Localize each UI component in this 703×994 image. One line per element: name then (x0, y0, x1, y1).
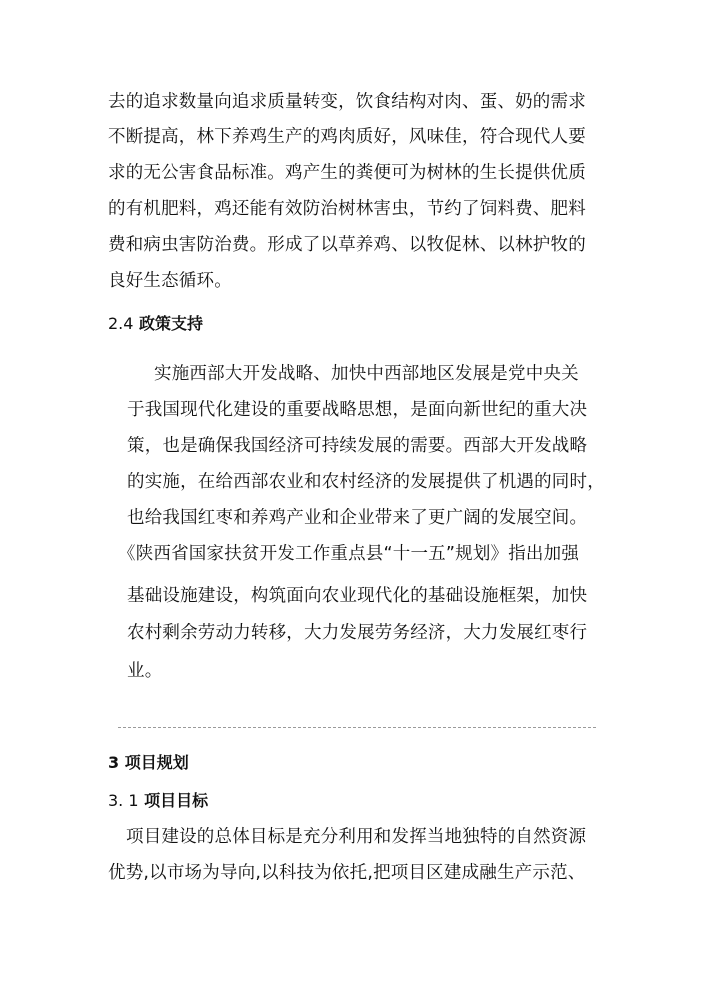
section-3-heading (108, 752, 189, 774)
page-break-divider (118, 727, 596, 728)
paragraph-line: 于我国现代化建设的重要战略思想，是面向新世纪的重大决 (127, 400, 588, 420)
paragraph-line: 费和病虫害防治费。形成了以草养鸡、以牧促林、以林护牧的 (108, 235, 586, 255)
paragraph-line: 去的追求数量向追求质量转变，饮食结构对肉、蛋、奶的需求 (108, 92, 586, 112)
paragraph-line: 的有机肥料，鸡还能有效防治树林害虫，节约了饲料费、肥料 (108, 199, 586, 219)
section-number: 3. 1 (108, 791, 139, 810)
section-title: 政策支持 (139, 314, 204, 333)
paragraph-line: 求的无公害食品标准。鸡产生的粪便可为树林的生长提供优质 (108, 163, 586, 183)
paragraph-line: 基础设施建设，构筑面向农业现代化的基础设施框架，加快 (127, 586, 588, 606)
paragraph-line: 农村剩余劳动力转移，大力发展劳务经济，大力发展红枣行 (127, 623, 588, 643)
section-title: 项目规划 (124, 753, 189, 772)
paragraph-line: 策，也是确保我国经济可持续发展的需要。西部大开发战略 (127, 436, 588, 456)
section-3-1-heading (108, 790, 208, 812)
section-number: 2.4 (108, 314, 134, 333)
paragraph-line: 《陕西省国家扶贫开发工作重点县“十一五”规划》指出加强 (118, 544, 580, 564)
paragraph-line: 实施西部大开发战略、加快中西部地区发展是党中央关 (154, 364, 579, 384)
paragraph-line: 业。 (127, 661, 163, 681)
paragraph-line: 也给我国红枣和养鸡产业和企业带来了更广阔的发展空间。 (127, 508, 588, 528)
section-number: 3 (108, 753, 120, 772)
paragraph-line: 良好生态循环。 (108, 271, 232, 291)
section-title: 项目目标 (144, 791, 209, 810)
paragraph-line: 的实施，在给西部农业和农村经济的发展提供了机遇的同时， (127, 472, 605, 492)
paragraph-line: 项目建设的总体目标是充分利用和发挥当地独特的自然资源 (126, 827, 587, 847)
paragraph-line: 不断提高，林下养鸡生产的鸡肉质好，风味佳，符合现代人要 (108, 127, 586, 147)
paragraph-line: 优势,以市场为导向,以科技为依托,把项目区建成融生产示范、 (108, 863, 586, 883)
section-2-4-heading (108, 313, 203, 335)
